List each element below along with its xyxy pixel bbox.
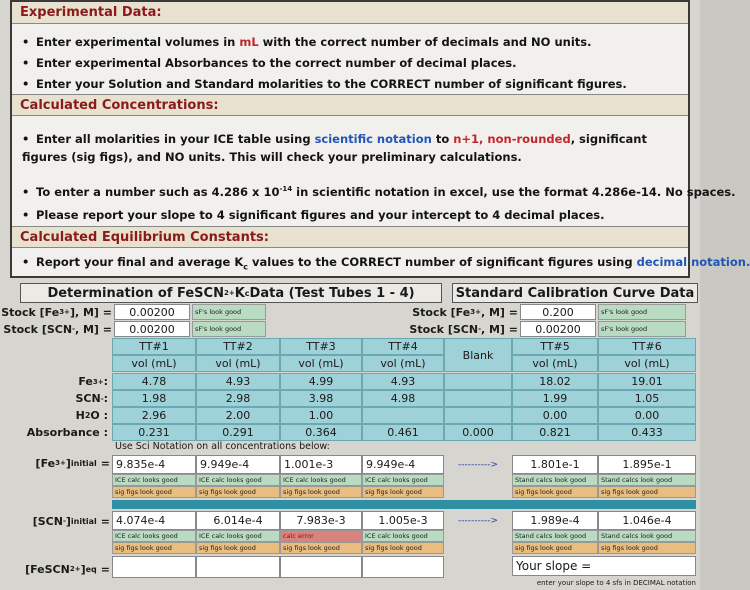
bullet-volumes: • Enter experimental volumes in mL with the correct number of decimals and NO units. [22,35,592,49]
scn-initial-6[interactable]: 1.046e-4 [598,511,696,530]
fe-initial-arrow: ----------> [457,459,499,470]
instructions-panel [10,0,750,278]
divider-bar [112,500,696,509]
vol-unit-6: vol (mL) [598,355,696,372]
tube-header-5: TT#5 [512,338,598,355]
h2o-vol-2[interactable]: 2.00 [196,407,280,424]
scn-initial-3[interactable]: 7.983e-3 [280,511,362,530]
fe-vol-2[interactable]: 4.93 [196,373,280,390]
fe-vol-blank[interactable] [444,373,512,390]
fe-initial-5[interactable]: 1.801e-1 [512,455,598,474]
scn-sig-check-6: sig figs look good [598,542,696,554]
fe-sig-check-5: sig figs look good [512,486,598,498]
equilibrium-constants-header: Calculated Equilibrium Constants: [12,226,688,248]
tube-header-1: TT#1 [112,338,196,355]
stock-scn-label: Stock [SCN - , M] = [3,322,112,336]
fe-initial-label: [Fe 3+ ] initial = [35,456,110,470]
scn-sig-check-5: sig figs look good [512,542,598,554]
scn-calc-error-3: calc error [280,530,362,542]
bullet-ice-table: • Enter all molarities in your ICE table using scientific notation to n+1, non-rounded, significant [22,132,647,146]
scn-sig-check-2: sig figs look good [196,542,280,554]
fe-vol-5[interactable]: 18.02 [512,373,598,390]
scn-vol-1[interactable]: 1.98 [112,390,196,407]
fe-sig-check-4: sig figs look good [362,486,444,498]
std-scn-input[interactable]: 0.00200 [520,321,596,337]
abs-4[interactable]: 0.461 [362,424,444,441]
fe-sig-check-3: sig figs look good [280,486,362,498]
stock-scn-input[interactable]: 0.00200 [114,321,190,337]
fe-initial-6[interactable]: 1.895e-1 [598,455,696,474]
fe-initial-1[interactable]: 9.835e-4 [112,455,196,474]
scn-std-check-5: Stand calcs look good [512,530,598,542]
bullet-slope: • Please report your slope to 4 significant figures and your intercept to 4 decimal places. [22,208,605,222]
h2o-vol-6[interactable]: 0.00 [598,407,696,424]
vol-unit-5: vol (mL) [512,355,598,372]
fescn-eq-label: [FeSCN 2+ ] eq = [25,562,110,576]
experimental-data-header: Experimental Data: [12,2,688,24]
std-fe-label: Stock [Fe 3+ , M] = [412,305,518,319]
stock-fe-check: sF's look good [192,304,266,320]
scn-ice-check-2: ICE calc looks good [196,530,280,542]
vol-unit-1: vol (mL) [112,355,196,372]
std-curve-title: Standard Calibration Curve Data [452,283,698,303]
abs-1[interactable]: 0.231 [112,424,196,441]
h2o-vol-3[interactable]: 1.00 [280,407,362,424]
fe-initial-4[interactable]: 9.949e-4 [362,455,444,474]
fescn-eq-2[interactable] [196,556,280,578]
abs-5[interactable]: 0.821 [512,424,598,441]
fe-vol-6[interactable]: 19.01 [598,373,696,390]
stock-fe-label: Stock [Fe 3+ ], M] = [1,305,112,319]
row-scn-label: SCN - : [75,392,108,405]
scn-sig-check-3: sig figs look good [280,542,362,554]
fescn-eq-1[interactable] [112,556,196,578]
h2o-vol-blank[interactable] [444,407,512,424]
fe-sig-check-6: sig figs look good [598,486,696,498]
scn-initial-2[interactable]: 6.014e-4 [196,511,280,530]
stock-scn-check: sF's look good [192,321,266,337]
blank-header: Blank [444,338,512,372]
fe-std-check-5: Stand calcs look good [512,474,598,486]
fe-vol-4[interactable]: 4.93 [362,373,444,390]
scn-vol-5[interactable]: 1.99 [512,390,598,407]
scn-sig-check-1: sig figs look good [112,542,196,554]
sci-notation-note: Use Sci Notation on all concentrations below: [115,440,330,452]
vol-unit-2: vol (mL) [196,355,280,372]
h2o-vol-4[interactable] [362,407,444,424]
scn-ice-check-4: ICE calc looks good [362,530,444,542]
bullet-molarities: • Enter your Solution and Standard molarities to the CORRECT number of significant figures. [22,77,627,91]
scn-initial-1[interactable]: 4.074e-4 [112,511,196,530]
abs-3[interactable]: 0.364 [280,424,362,441]
abs-6[interactable]: 0.433 [598,424,696,441]
tube-header-4: TT#4 [362,338,444,355]
fe-sig-check-1: sig figs look good [112,486,196,498]
h2o-vol-1[interactable]: 2.96 [112,407,196,424]
std-scn-check: sF's look good [598,321,686,337]
scn-ice-check-1: ICE calc looks good [112,530,196,542]
fe-ice-check-4: ICE calc looks good [362,474,444,486]
fe-ice-check-2: ICE calc looks good [196,474,280,486]
fe-initial-3[interactable]: 1.001e-3 [280,455,362,474]
fe-sig-check-2: sig figs look good [196,486,280,498]
fescn-eq-3[interactable] [280,556,362,578]
std-fe-check: sF's look good [598,304,686,320]
row-absorbance-label: Absorbance : [26,426,108,439]
std-scn-label: Stock [SCN - , M] = [409,322,518,336]
scn-vol-6[interactable]: 1.05 [598,390,696,407]
bullet-sci-notation: • To enter a number such as 4.286 x $10^{-14}$ in scientific notation in excel, use the format 4.286e-14. No spaces. [22,185,736,199]
scn-sig-check-4: sig figs look good [362,542,444,554]
tube-header-3: TT#3 [280,338,362,355]
vol-unit-3: vol (mL) [280,355,362,372]
vol-unit-4: vol (mL) [362,355,444,372]
scn-initial-5[interactable]: 1.989e-4 [512,511,598,530]
scn-vol-3[interactable]: 3.98 [280,390,362,407]
scn-vol-blank[interactable] [444,390,512,407]
fe-std-check-6: Stand calcs look good [598,474,696,486]
h2o-vol-5[interactable]: 0.00 [512,407,598,424]
stock-fe-input[interactable]: 0.00200 [114,304,190,320]
fe-initial-2[interactable]: 9.949e-4 [196,455,280,474]
slope-note: enter your slope to 4 sfs in DECIMAL notation [536,578,696,587]
scn-std-check-6: Stand calcs look good [598,530,696,542]
fe-vol-3[interactable]: 4.99 [280,373,362,390]
kc-table-title: Determination of FeSCN 2+ K c Data (Test Tubes 1 - 4) [20,283,442,303]
scn-vol-2[interactable]: 2.98 [196,390,280,407]
tube-header-2: TT#2 [196,338,280,355]
tube-header-6: TT#6 [598,338,696,355]
abs-blank[interactable]: 0.000 [444,424,512,441]
row-fe-label: Fe 3+ : [78,375,108,388]
bullet-ice-table-cont: figures (sig figs), and NO units. This will check your preliminary calculations. [22,150,522,164]
scn-initial-label: [SCN - ] initial = [32,514,110,528]
scn-initial-arrow: ----------> [457,515,499,526]
fe-vol-1[interactable]: 4.78 [112,373,196,390]
fe-ice-check-1: ICE calc looks good [112,474,196,486]
slope-label[interactable]: Your slope = [512,556,696,576]
scn-initial-4[interactable]: 1.005e-3 [362,511,444,530]
data-table [0,283,700,590]
fescn-eq-4[interactable] [362,556,444,578]
scn-vol-4[interactable]: 4.98 [362,390,444,407]
calculated-concentrations-header: Calculated Concentrations: [12,94,688,116]
fe-ice-check-3: ICE calc looks good [280,474,362,486]
row-h2o-label: H 2 O : [75,409,108,422]
bullet-absorbances: • Enter experimental Absorbances to the correct number of decimal places. [22,56,517,70]
std-fe-input[interactable]: 0.200 [520,304,596,320]
abs-2[interactable]: 0.291 [196,424,280,441]
bullet-kc: • Report your final and average $K_c$ values to the CORRECT number of significant figures using decimal notation. [22,255,750,272]
